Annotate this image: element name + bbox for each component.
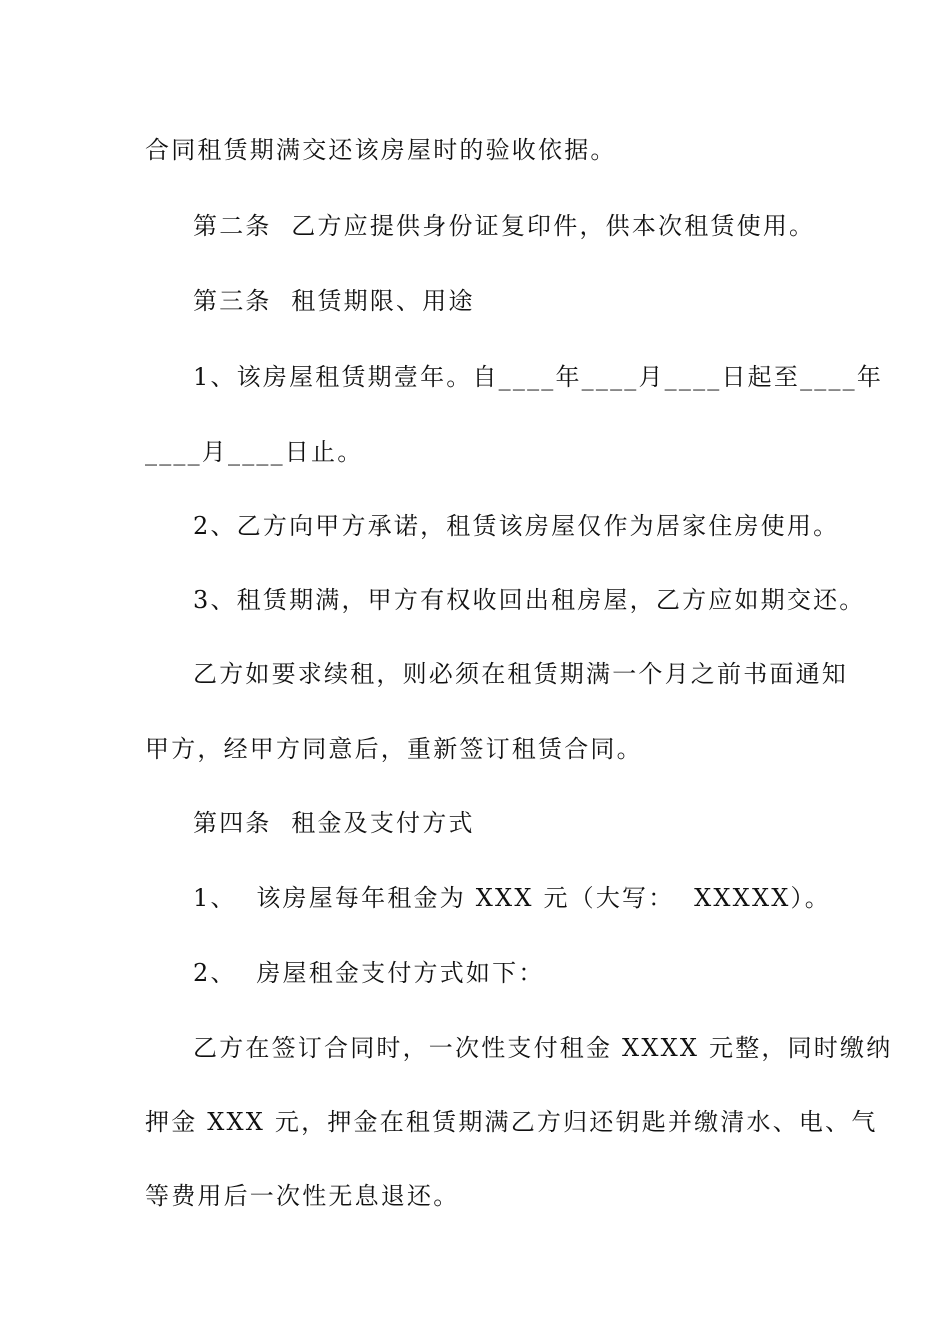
article-heading: 第四条 租金及支付方式 — [193, 809, 475, 837]
text-line: 乙方如要求续租，则必须在租赁期满一个月之前书面通知 — [193, 660, 848, 688]
text-line: ____月____日止。 — [145, 438, 364, 466]
text-line: 合同租赁期满交还该房屋时的验收依据。 — [145, 136, 617, 164]
text-line: 2、 房屋租金支付方式如下： — [193, 959, 545, 987]
text-line: 等费用后一次性无息退还。 — [145, 1182, 460, 1210]
text-line: 押金 XXX 元，押金在租赁期满乙方归还钥匙并缴清水、电、气 — [145, 1108, 878, 1136]
text-line: 乙方在签订合同时，一次性支付租金 XXXX 元整，同时缴纳 — [193, 1034, 893, 1062]
text-line: 1、 该房屋每年租金为 XXX 元（大写： XXXXX）。 — [193, 884, 831, 912]
article-heading: 第三条 租赁期限、用途 — [193, 287, 475, 315]
text-line: 3、租赁期满，甲方有权收回出租房屋，乙方应如期交还。 — [193, 586, 866, 614]
text-line: 1、该房屋租赁期壹年。自____年____月____日起至____年 — [193, 363, 884, 391]
text-line: 甲方，经甲方同意后，重新签订租赁合同。 — [145, 735, 643, 763]
article-heading: 第二条 乙方应提供身份证复印件，供本次租赁使用。 — [193, 212, 816, 240]
text-line: 2、乙方向甲方承诺，租赁该房屋仅作为居家住房使用。 — [193, 512, 840, 540]
